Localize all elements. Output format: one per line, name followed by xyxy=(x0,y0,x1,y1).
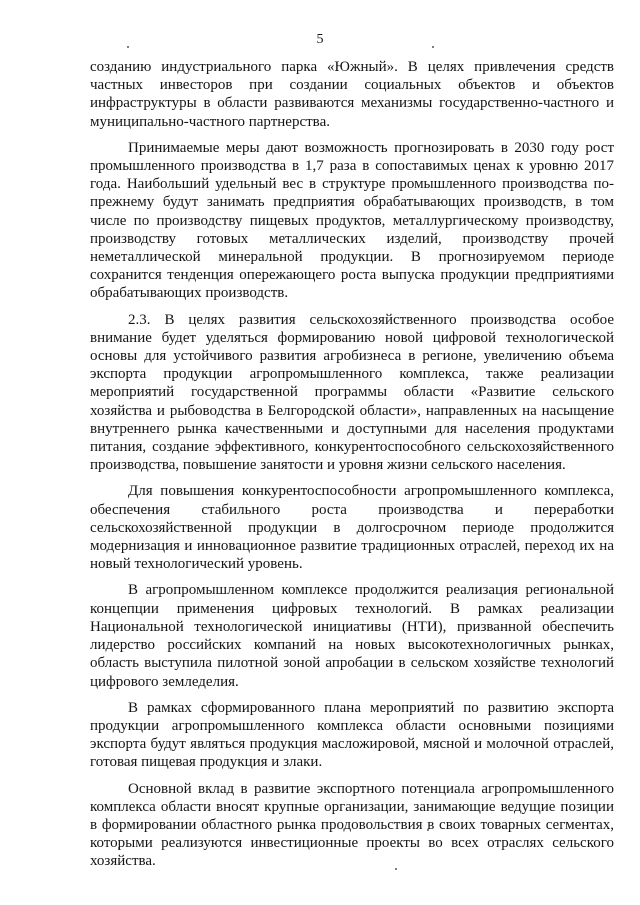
document-body xyxy=(90,58,614,879)
scan-speck xyxy=(432,46,434,48)
paragraph-industrial-forecast: Принимаемые меры дают возможность прогнозировать в 2030 году рост промышленного производства в 1,7 раза в сопоставимых ценах к уровню 2017 года. Наибольший удельный вес в структуре промышленного производства по-прежнему будут занимать предприятия обрабатывающих производств, в том числе по производству пищевых продуктов, металлургическому производству, производству готовых металлических изделий, производству прочей неметаллической минеральной продукции. В прогнозируемом периоде сохранится тенденция опережающего роста выпуска продукции предприятиями обрабатывающих производств. xyxy=(90,139,614,302)
paragraph-industrial-park: созданию индустриального парка «Южный». В целях привлечения средств частных инвесторов при создании социальных объектов и объектов инфраструктуры в области развиваются механизмы государственно-частного и муниципально-частного партнерства. xyxy=(90,59,614,130)
page-number: 5 xyxy=(316,32,324,47)
paragraph-section-2-3: 2.3. В целях развития сельскохозяйственного производства особое внимание будет уделяться формированию новой цифровой технологической основы для устойчивого развития агробизнеса в регионе, увеличению объема экспорта продукции агропромышленного комплекса, также реализации мероприятий государственной программы области «Развитие сельского хозяйства и рыбоводства в Белгородской области», направленных на насыщение внутреннего рынка качественными и доступными для населения продуктами питания, создание эффективного, конкурентоспособного сельскохозяйственного производства, повышение занятости и уровня жизни сельского населения. xyxy=(90,311,614,474)
scan-speck xyxy=(127,46,129,48)
paragraph-export-plan: В рамках сформированного плана мероприятий по развитию экспорта продукции агропромышленного комплекса области основными позициями экспорта будут являться продукция масложировой, мясной и молочной отраслей, готовая пищевая продукция и злаки. xyxy=(90,699,614,771)
paragraph-export-potential: Основной вклад в развитие экспортного потенциала агропромышленного комплекса области вносят крупные организации, занимающие ведущие позиции в формировании областного рынка продовольствия в своих товарных сегментах, которыми реализуются инвестиционные проекты во всех отраслях сельского хозяйства. xyxy=(90,780,614,870)
paragraph-competitiveness: Для повышения конкурентоспособности агропромышленного комплекса, обеспечения стабильного роста производства и переработки сельскохозяйственной продукции в долгосрочном периоде продолжится модернизация и инновационное развитие традиционных отраслей, переход их на новый технологический уровень. xyxy=(90,483,614,573)
paragraph-digital-concept: В агропромышленном комплексе продолжится реализация региональной концепции применения цифровых технологий. В рамках реализации Национальной технологической инициативы (НТИ), призванной обеспечить лидерство российских компаний на новых высокотехнологичных рынках, область выступила пилотной зоной апробации в сельском хозяйстве технологий цифрового земледелия. xyxy=(90,582,614,690)
